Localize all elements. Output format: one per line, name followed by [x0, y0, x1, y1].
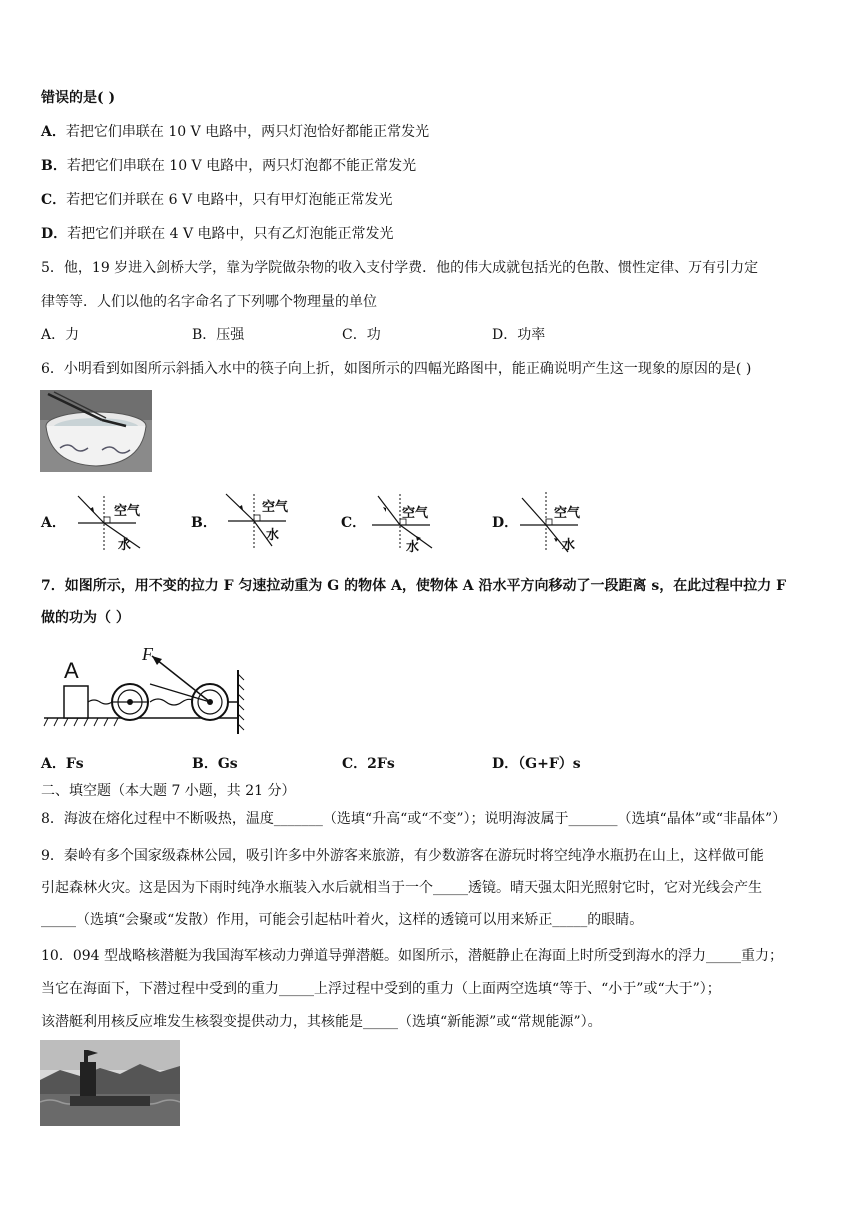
q5-option-b: B．压强 [192, 327, 245, 343]
water-label: 水 [118, 538, 132, 553]
q9-stem-line2: 引起森林火灾。这是因为下雨时纯净水瓶装入水后就相当于一个_____透镜。晴天强太阳光照射它时，它对光线会产生 [41, 880, 762, 896]
light-path-diagram-b [222, 492, 302, 552]
option-text: 若把它们并联在 4 V 电路中，只有乙灯泡能正常发光 [67, 226, 394, 242]
light-path-diagram-c [368, 492, 448, 555]
air-label: 空气 [262, 500, 289, 515]
q5-stem-line1: 5．他，19 岁进入剑桥大学，靠为学院做杂物的收入支付学费．他的伟大成就包括光的色散、惯性定律、万有引力定 [41, 260, 759, 276]
option-letter: B． [41, 158, 67, 174]
q9-stem-line3: _____（选填“会聚或“发散）作用，可能会引起枯叶着火，这样的透镜可以用来矫正_____的眼睛。 [41, 912, 644, 928]
q5-option-d: D．功率 [492, 327, 546, 343]
water-label: 水 [406, 540, 420, 555]
q6-option-c: C． [341, 515, 367, 531]
light-path-diagram-d [516, 490, 596, 554]
air-label: 空气 [114, 504, 141, 519]
q9-stem-line1: 9．秦岭有多个国家级森林公园，吸引许多中外游客来旅游，有少数游客在游玩时将空纯净水瓶扔在山上，这样做可能 [41, 848, 764, 864]
q10-stem-line3: 该潜艇利用核反应堆发生核裂变提供动力，其核能是_____（选填“新能源”或“常规能源”）。 [41, 1014, 602, 1030]
q6-stem: 6．小明看到如图所示斜插入水中的筷子向上折，如图所示的四幅光路图中，能正确说明产生这一现象的原因的是( ) [41, 361, 752, 377]
q8-stem: 8．海波在熔化过程中不断吸热，温度_______（选填“升高“或“不变”）；说明海波属于_______（选填“晶体”或“非晶体”） [41, 811, 787, 827]
submarine-photo [40, 1040, 180, 1126]
q10-stem-line1: 10．094 型战略核潜艇为我国海军核动力弹道导弹潜艇。如图所示，潜艇静止在海面上时所受到海水的浮力_____重力； [41, 948, 783, 964]
q4-option-d [41, 224, 394, 244]
q6-option-a: A． [41, 515, 66, 531]
q7-stem-line2: 做的功为（ ） [41, 610, 130, 626]
section-heading: 二、填空题（本大题 7 小题，共 21 分） [41, 783, 296, 799]
q6-option-b: B． [191, 515, 217, 531]
option-text: 若把它们串联在 10 V 电路中，两只灯泡恰好都能正常发光 [65, 124, 430, 140]
option-letter: A． [41, 124, 66, 140]
q10-stem-line2: 当它在海面下，下潜过程中受到的重力_____上浮过程中受到的重力（上面两空选填“等于、“小于”或“大于”）； [41, 981, 721, 997]
force-f-label: F [142, 644, 153, 664]
water-label: 水 [562, 538, 576, 553]
q7-option-b: B．Gs [192, 756, 238, 772]
option-letter: D． [41, 226, 68, 242]
q4-option-b [41, 156, 416, 176]
q7-option-a: A．Fs [41, 756, 84, 772]
q4-option-a [41, 122, 429, 142]
air-label: 空气 [554, 506, 581, 521]
q7-stem-line1: 7．如图所示，用不变的拉力 F 匀速拉动重为 G 的物体 A，使物体 A 沿水平方向移动了一段距离 s，在此过程中拉力 F [41, 578, 787, 594]
q4-stem-tail: 错误的是( ) [41, 90, 116, 106]
option-letter: C． [41, 192, 67, 208]
bowl-chopstick-photo [40, 390, 152, 472]
q7-option-c: C．2Fs [342, 756, 395, 772]
light-path-diagram-a [70, 494, 150, 554]
object-a-label: A [64, 658, 79, 683]
water-label: 水 [266, 528, 280, 543]
q5-stem-line2: 律等等．人们以他的名字命名了下列哪个物理量的单位 [41, 294, 377, 310]
q6-option-d: D． [492, 515, 519, 531]
air-label: 空气 [402, 506, 429, 521]
option-text: 若把它们并联在 6 V 电路中，只有甲灯泡能正常发光 [66, 192, 393, 208]
q7-option-d: D．（G+F）s [492, 756, 581, 772]
option-text: 若把它们串联在 10 V 电路中，两只灯泡都不能正常发光 [66, 158, 417, 174]
q4-option-c [41, 190, 393, 210]
q5-option-c: C．功 [342, 327, 381, 343]
pulley-diagram [42, 640, 252, 740]
q5-option-a: A．力 [41, 327, 80, 343]
